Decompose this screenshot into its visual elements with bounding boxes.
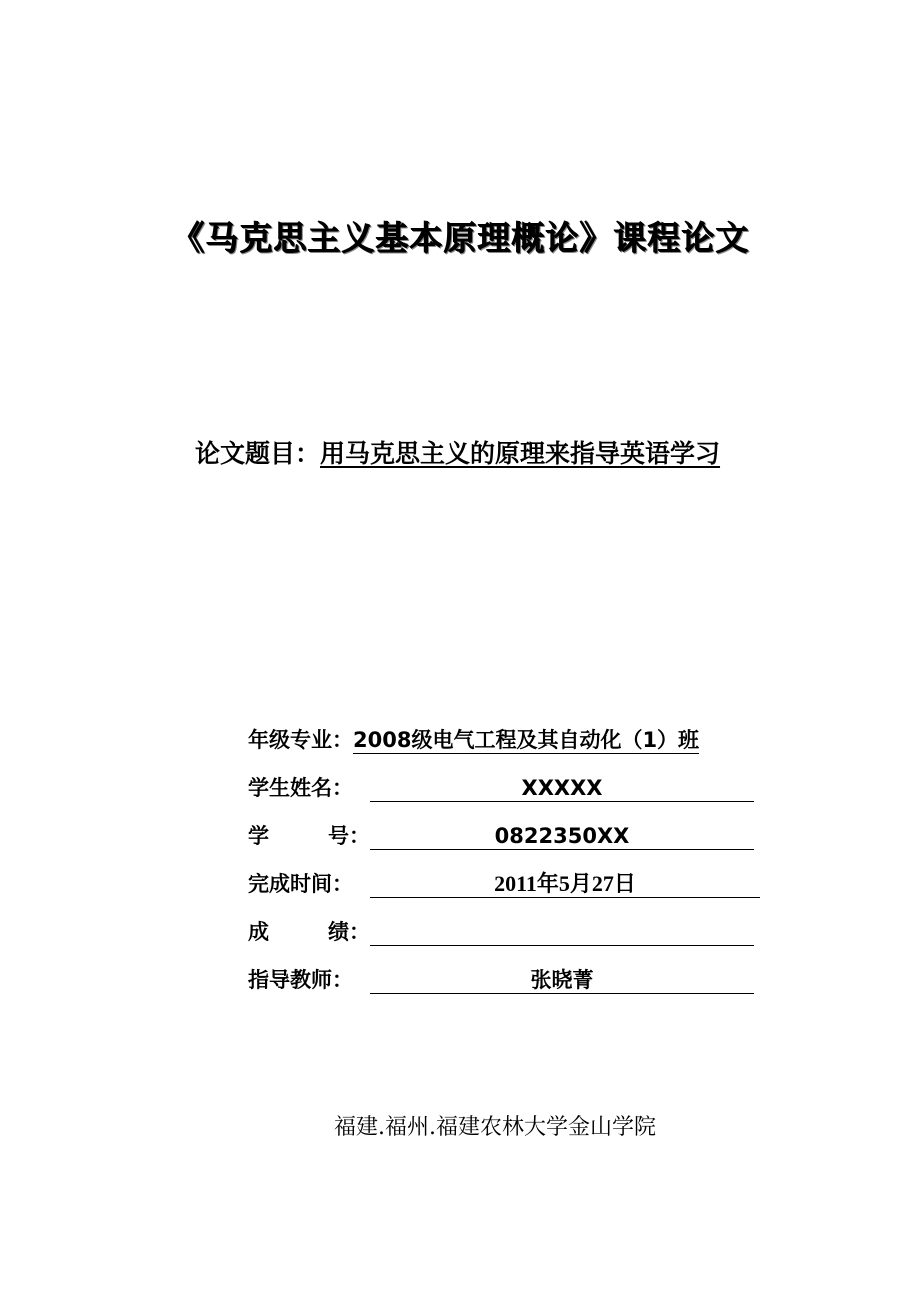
student-id-label: 学 号： xyxy=(248,824,370,848)
document-title: 《马克思主义基本原理概论》课程论文 xyxy=(171,218,749,257)
completion-date-value: 2011年5月27日 xyxy=(370,871,760,898)
student-name-row xyxy=(248,768,754,802)
institution-footer: 福建.福州.福建农林大学金山学院 xyxy=(334,1115,656,1140)
completion-date-label: 完成时间： xyxy=(248,872,353,896)
score-value xyxy=(370,919,754,946)
thesis-topic-label: 论文题目： xyxy=(195,439,321,468)
advisor-label: 指导教师： xyxy=(248,968,353,992)
student-name-value: XXXXX xyxy=(370,775,754,802)
student-id-value: 0822350XX xyxy=(370,823,754,850)
grade-major-label: 年级专业： xyxy=(248,728,353,752)
thesis-topic xyxy=(195,434,732,470)
grade-major-value: 2008级电气工程及其自动化（1）班 xyxy=(353,728,700,752)
student-id-row xyxy=(248,816,754,850)
advisor-row xyxy=(248,960,754,994)
thesis-topic-value: 用马克思主义的原理来指导英语学习 xyxy=(320,439,721,468)
score-label: 成 绩： xyxy=(248,920,370,944)
score-row xyxy=(248,912,754,946)
student-name-label: 学生姓名： xyxy=(248,776,353,800)
advisor-value: 张晓菁 xyxy=(370,967,754,994)
completion-date-row xyxy=(248,864,760,898)
grade-major-row xyxy=(248,720,699,754)
